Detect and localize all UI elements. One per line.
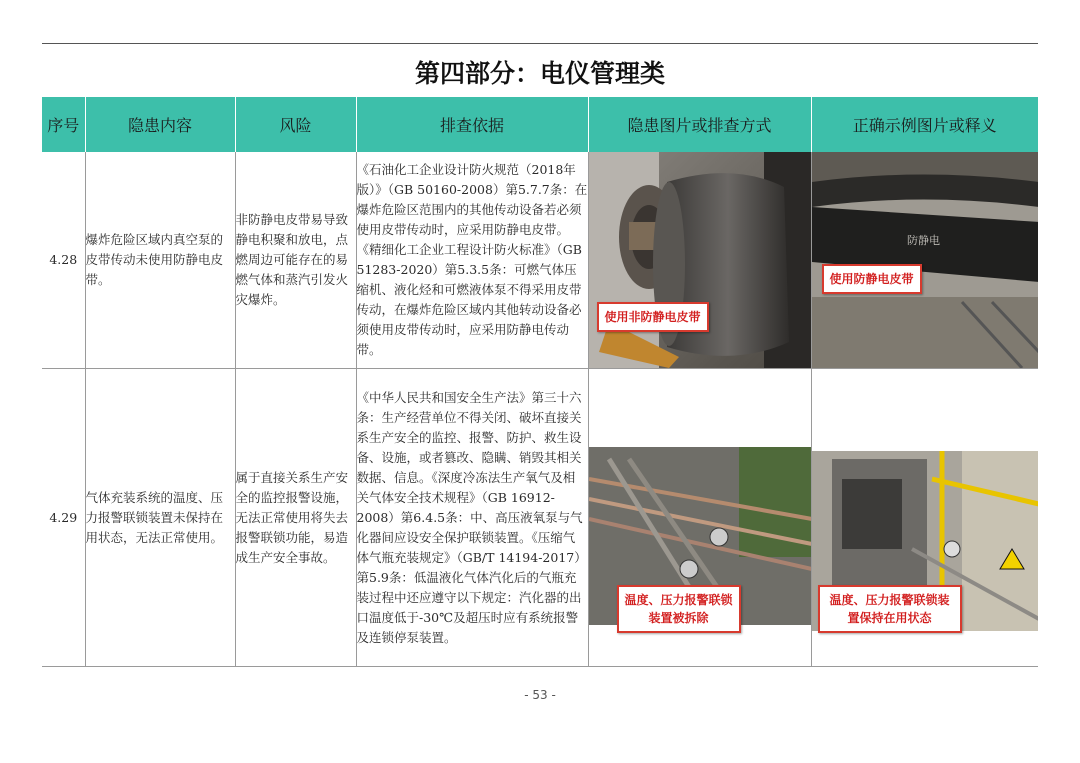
hazard-tag: 使用非防静电皮带	[597, 302, 709, 332]
belt-pulley-photo	[589, 152, 811, 368]
belt-label: 防静电	[906, 234, 940, 247]
basis-text: 《石油化工企业设计防火规范（2018年版）》（GB 50160-2008）第5.7.7条：在爆炸危险区范围内的其他传动设备若必须使用皮带传动时，应采用防静电皮带。《精细化工企业工程设计防火标准》（GB 51283-2020）第5.3.5条：可燃气体压缩机、液化烃和可燃液体泵不得采用皮带传动，在爆炸危险区域内其他转动设备必须使用皮带传动时，应采用防静电传动带。	[356, 152, 588, 369]
header-correct-image: 正确示例图片或释义	[811, 97, 1038, 152]
table-row	[42, 152, 1038, 369]
hazard-content: 气体充装系统的温度、压力报警联锁装置未保持在用状态，无法正常使用。	[85, 369, 235, 667]
correct-tag-text: 温度、压力报警联锁装置保持在用状态	[829, 593, 950, 625]
row-number: 4.29	[42, 369, 85, 667]
top-rule	[42, 43, 1038, 44]
table-row	[42, 369, 1038, 667]
hazard-tag	[617, 585, 741, 633]
hazard-tag-text: 温度、压力报警联锁装置被拆除	[624, 593, 733, 625]
correct-tag: 使用防静电皮带	[822, 264, 922, 294]
page-title: 第四部分：电仪管理类	[414, 59, 665, 88]
risk-text: 属于直接关系生产安全的监控报警设施，无法正常使用将失去报警联锁功能，易造成生产安全事故。	[235, 369, 356, 667]
header-risk: 风险	[235, 97, 356, 152]
row-number: 4.28	[42, 152, 85, 369]
basis-text: 《中华人民共和国安全生产法》第三十六条：生产经营单位不得关闭、破坏直接关系生产安全的监控、报警、防护、救生设备、设施，或者篡改、隐瞒、销毁其相关数据、信息。《深度冷冻法生产氧气及相关气体安全技术规程》（GB 16912-2008）第6.4.5条：中、高压液氧泵与气化器间应设安全保护联锁装置。《压缩气体气瓶充装规定》（GB/T 14194-2017）第5.9条：低温液化气体汽化后的气瓶充装过程中还应遵守以下规定：汽化器的出口温度低于-30℃及超压时应有系统报警及连锁停泵装置。	[356, 369, 588, 667]
hazard-content: 爆炸危险区域内真空泵的皮带传动未使用防静电皮带。	[85, 152, 235, 369]
correct-image-cell	[811, 369, 1038, 667]
correct-image-cell	[811, 152, 1038, 369]
risk-text: 非防静电皮带易导致静电积聚和放电，点燃周边可能存在的易燃气体和蒸汽引发火灾爆炸。	[235, 152, 356, 369]
hazard-image-cell	[588, 369, 811, 667]
correct-photo	[812, 152, 1039, 368]
hazard-image-cell	[588, 152, 811, 369]
hazard-table	[42, 97, 1038, 667]
header-hazard-image: 隐患图片或排查方式	[588, 97, 811, 152]
header-basis: 排查依据	[356, 97, 588, 152]
hazard-photo	[589, 152, 811, 368]
hazard-photo	[589, 369, 811, 666]
page-number: - 53 -	[524, 688, 556, 702]
header-no: 序号	[42, 97, 85, 152]
correct-tag	[818, 585, 962, 633]
correct-photo	[812, 369, 1039, 666]
header-content: 隐患内容	[85, 97, 235, 152]
antistatic-belt-photo	[812, 152, 1039, 368]
table-header-row	[42, 97, 1038, 152]
